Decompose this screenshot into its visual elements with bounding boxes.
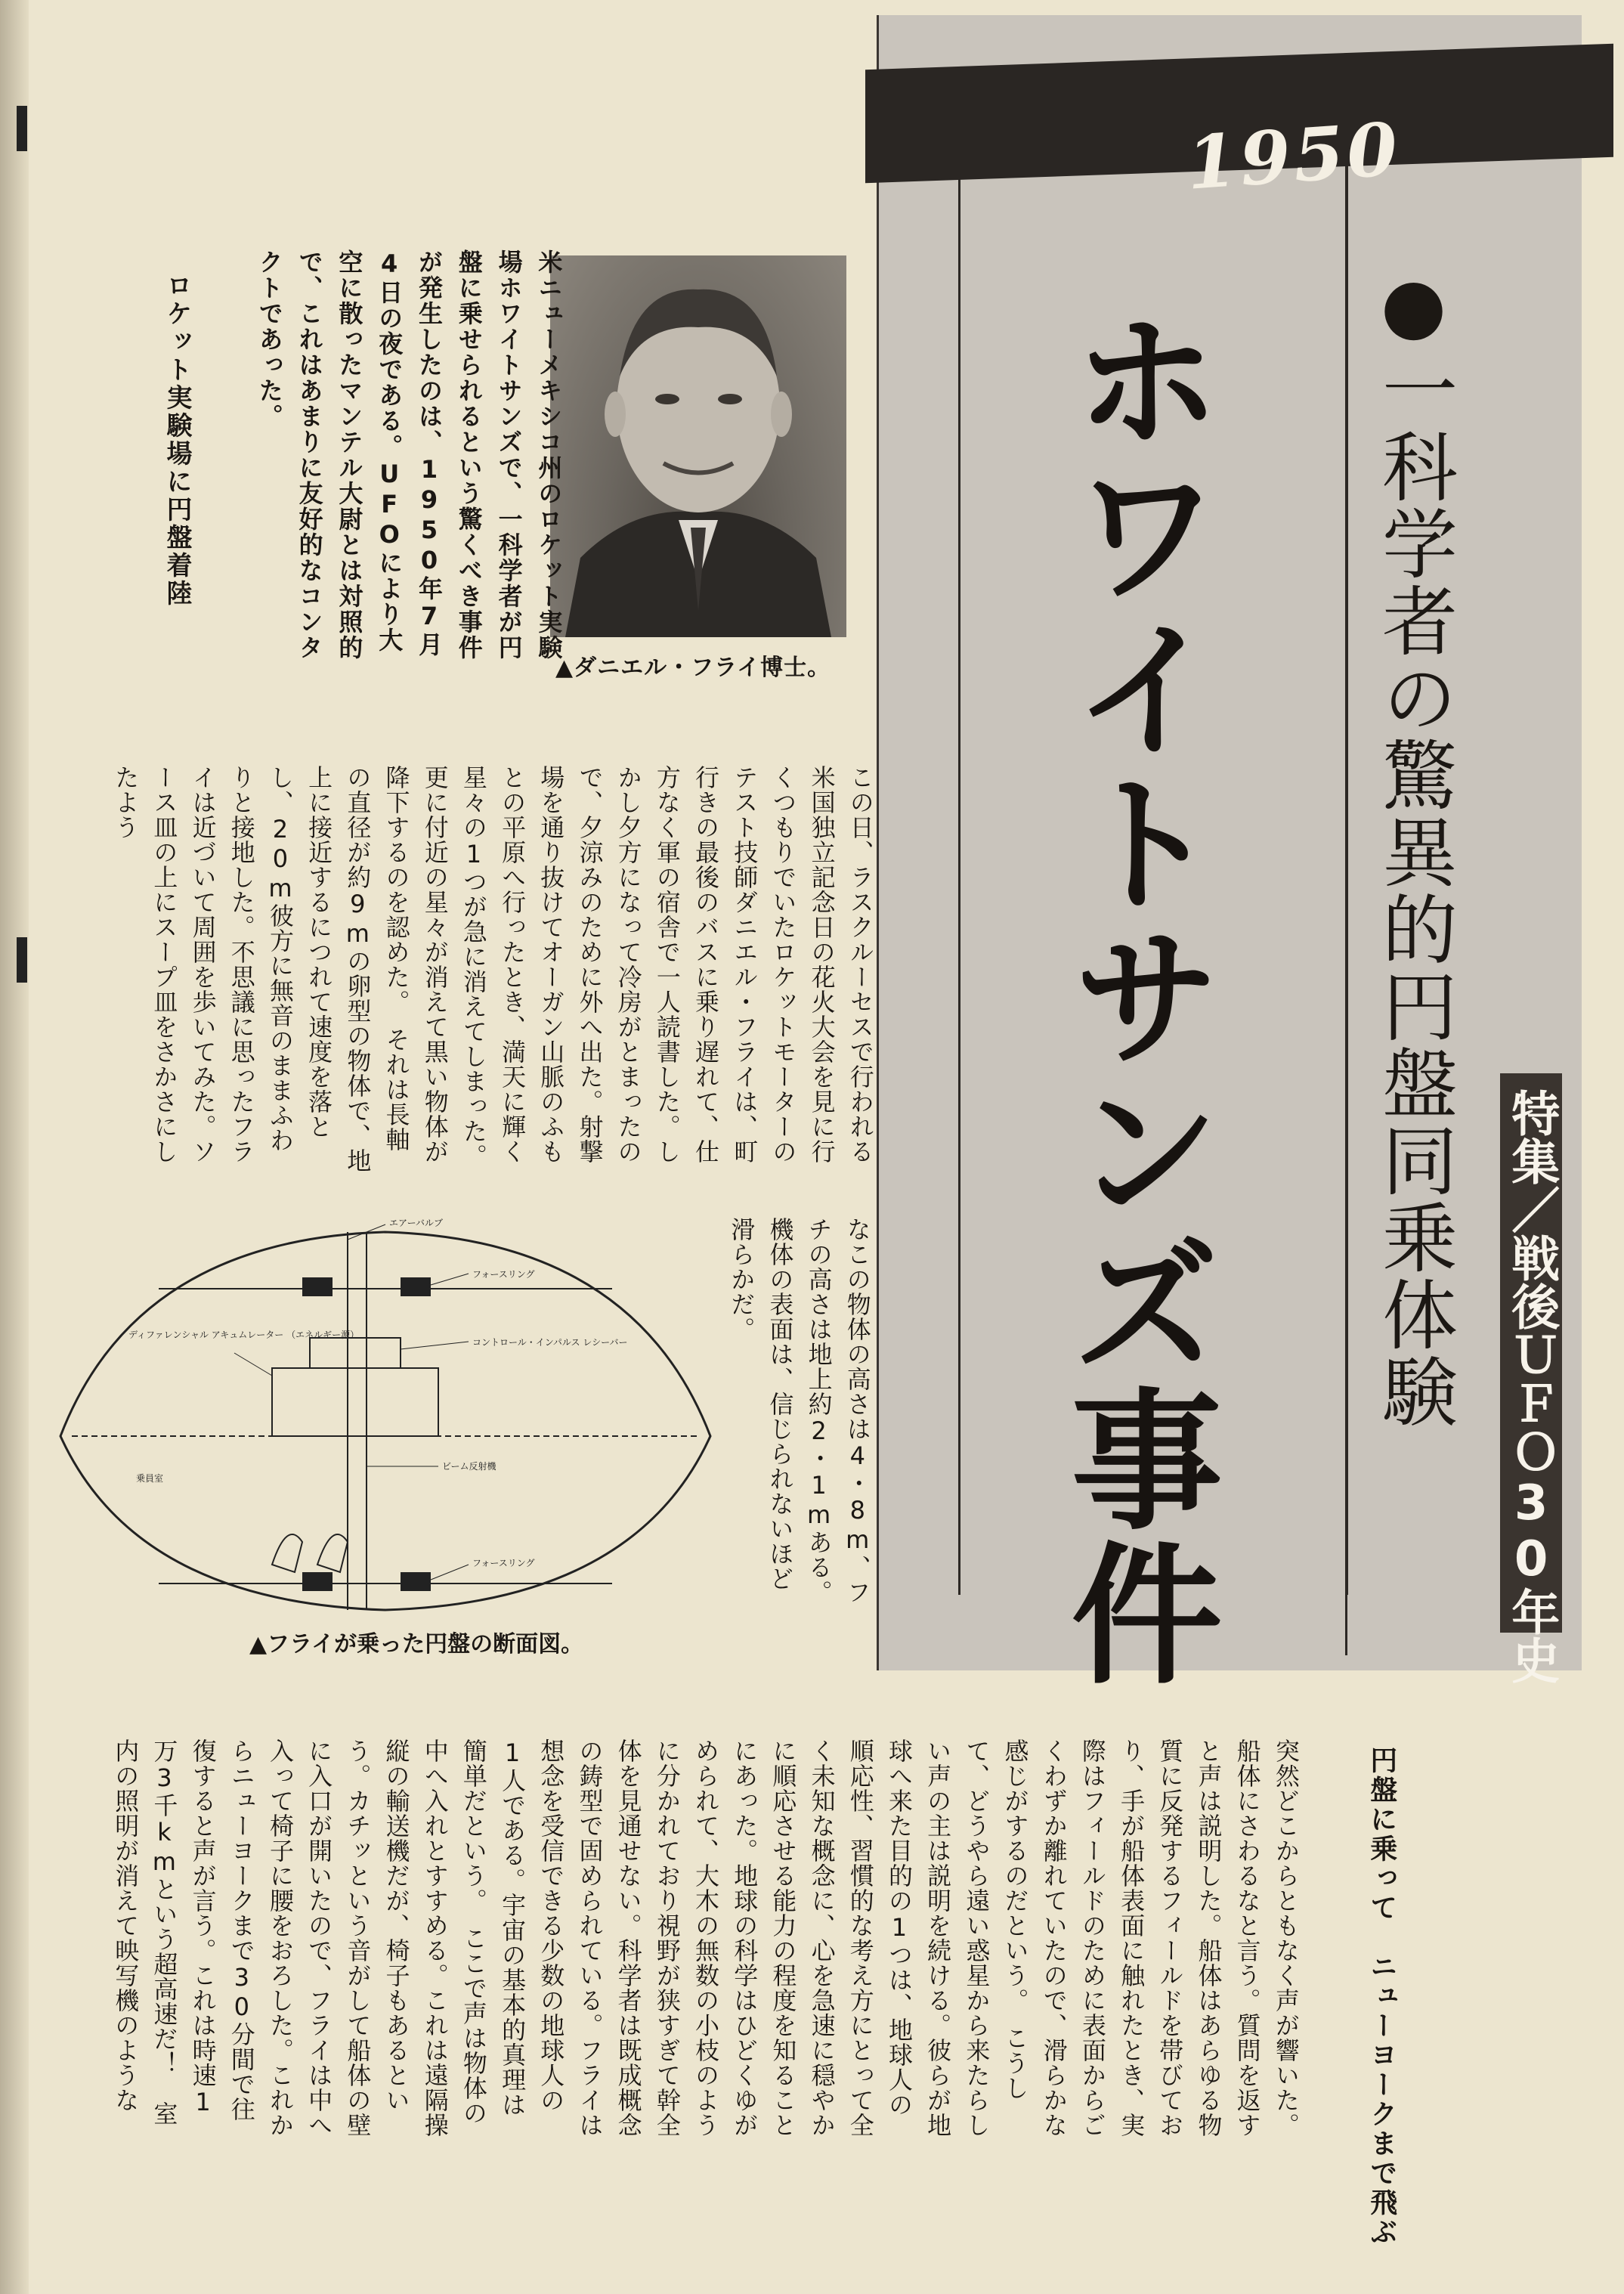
force-ring-block-top-right: [401, 1277, 431, 1296]
seat-2: [317, 1534, 348, 1572]
article-title: ホワイトサンズ事件: [1046, 302, 1222, 1690]
body-text-top-tail: なこの物体の高さは4・8m、フチの高さは地上約2・1mある。機体の表面は、信じられないほど滑らかだ。: [727, 1217, 872, 1605]
edge-mark: [17, 937, 27, 983]
label-control-receiver: コントロール・インパルス レシーバー: [472, 1337, 628, 1348]
force-ring-block-bottom-right: [401, 1572, 431, 1591]
body-text-top: この日、ラスクルーセスで行われる米国独立記念日の花火大会を見に行くつもりでいたロケットモーターのテスト技師ダニエル・フライは、町行きの最後のバスに乗り遅れて、仕方なく軍の宿舎で一人読書した。しかし夕方になって冷房がとまったので、夕涼みのために外へ出た。射撃場を通り抜けてオーガン山脈のふもとの平原へ行ったとき、満天に輝く星々の1つが急に消えてしまった。更に付近の星々が消えて黒い物体が降下するのを認めた。 それは長軸の直径が約9mの卵型の物体で、地上に接近するにつれて速度を落とし、20m彼方に無音のままふわりと接地した。不思議に思ったフライは近づいて周囲を歩いてみた。ソース皿の上にスープ皿をさかさにしたよう: [111, 765, 875, 1173]
seat-1: [272, 1534, 302, 1572]
photo-caption: ▲ダニエル・フライ博士。: [555, 655, 831, 681]
article-subtitle: ●一科学者の驚異的円盤同乗体験: [1369, 261, 1458, 1430]
accumulator-block: [272, 1368, 438, 1436]
force-ring-block-bottom-left: [302, 1572, 333, 1591]
label-accumulator: ディファレンシャル アキュムレーター （エネルギー源）: [128, 1330, 360, 1340]
series-label: 特集／戦後ＵＦＯ30年史: [1503, 1088, 1560, 1684]
intro-heading: ロケット実験場に円盤着陸: [162, 272, 192, 608]
diagram-caption: ▲フライが乗った円盤の断面図。: [249, 1631, 584, 1658]
page-edge: [0, 0, 29, 2294]
body-text-bottom: 突然どこからともなく声が響いた。船体にさわるなと言う。質問を返すと声は説明した。船体はあらゆる物質に反発するフィールドを帯びており、手が船体表面に触れたとき、実際はフィールドのために表面からごくわずか離れていたので、滑らかな感じがするのだという。 こうして、どうやら遠い惑星から来たらしい声の主は説明を続ける。彼らが地球へ来た目的の1つは、地球人の順応性、習慣的な考え方にとって全く未知な概念に、心を急速に穏やかに順応させる能力の程度を知ることにあった。地球の科学はひどくゆがめられて、大木の無数の小枝のように分かれており視野が狭すぎて幹全体を見通せない。科学者は既成概念の鋳型で固められている。フライは想念を受信できる少数の地球人の1人である。宇宙の基本的真理は簡単だという。 ここで声は物体の中へ入れとすすめる。これは遠隔操縦の輸送機だが、椅子もあるという。カチッという音がして船体の壁に入口が開いたので、フライは中へ入って椅子に腰をおろした。これからニューヨークまで30分間で往復すると声が言う。これは時速1万3千kmという超高速だ！ 室内の照明が消えて映写機のような: [111, 1738, 1301, 2138]
section-heading: 円盤に乗って ニューヨークまで飛ぶ: [1366, 1746, 1397, 2247]
portrait-figure: [550, 255, 846, 637]
receiver-block: [310, 1338, 401, 1368]
edge-mark: [17, 106, 27, 151]
year-label: 1950: [1183, 106, 1403, 206]
saucer-cross-section-diagram: [45, 1209, 725, 1633]
label-air-valve: エアーバルブ: [389, 1218, 444, 1228]
intro-text: 米ニューメキシコ州のロケット実験場ホワイトサンズで、一科学者が円盤に乗せられるという驚くべき事件が発生したのは、1950年7月4日の夜である。UFOにより大空に散ったマンテル大尉とは対照的で、これはあまりに友好的なコンタクトであった。: [255, 249, 564, 661]
label-cabin: 乗員室: [136, 1473, 164, 1484]
force-ring-block-top-left: [302, 1277, 333, 1296]
label-force-ring-bottom: フォースリング: [472, 1558, 535, 1568]
label-force-ring-top: フォースリング: [472, 1269, 535, 1280]
portrait-photo: [550, 255, 846, 637]
label-beam-reflector: ビーム反射機: [442, 1461, 496, 1472]
